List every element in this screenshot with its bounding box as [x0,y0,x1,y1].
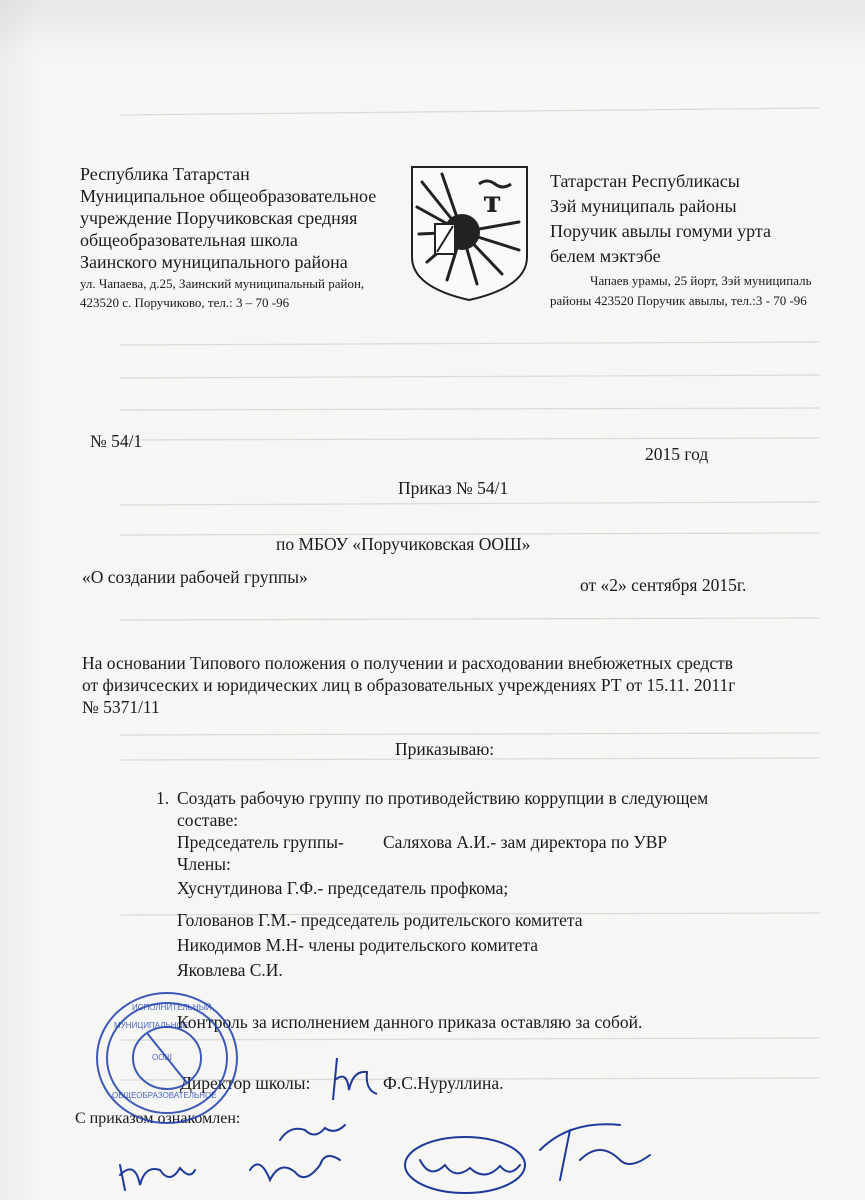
header-right-line1: Татарстан Республикасы [550,171,740,191]
header-left-line5: Заинского муниципального района [80,252,348,272]
chair-value: Саляхова А.И.- зам директора по УВР [383,832,668,852]
header-right-line4: белем мэктэбе [550,246,661,266]
header-left-phone: 423520 с. Поручиково, тел.: 3 – 70 -96 [80,295,290,310]
director-signature-icon [327,1050,387,1110]
svg-text:ООШ: ООШ [152,1053,172,1062]
header-left-line2: Муниципальное общеобразовательное [80,186,377,206]
basis-line2: от физичсеских и юридических лиц в образовательных учреждениях РТ от 15.11. 2011г [82,675,736,695]
member-3: Никодимов М.Н- члены родительского комитета [177,935,539,955]
item1-line1: Создать рабочую группу по противодействию коррупции в следующем [177,788,709,808]
doc-number: № 54/1 [90,431,143,451]
svg-text:ИСПОЛНИТЕЛЬНЫЙ: ИСПОЛНИТЕЛЬНЫЙ [132,1003,212,1012]
header-right-address: Чапаев урамы, 25 йорт, Зэй муниципаль [590,273,812,288]
item2-text: Контроль за исполнением данного приказа оставляю за собой. [177,1012,643,1032]
emblem-logo-icon [407,162,532,302]
order-organization: по МБОУ «Поручиковская ООШ» [276,534,531,554]
basis-line3: № 5371/11 [82,697,160,717]
header-left-line1: Республика Татарстан [80,164,250,184]
order-title: Приказ № 54/1 [398,478,509,498]
director-name: Ф.С.Нуруллина. [383,1073,504,1093]
header-right-line2: Зэй муниципаль районы [550,196,737,216]
member-2: Голованов Г.М.- председатель родительского комитета [177,910,583,930]
header-left-line4: общеобразовательная школа [80,230,298,250]
svg-text:т: т [483,185,502,220]
chair-label: Председатель группы- [177,832,344,852]
svg-text:МУНИЦИПАЛЬНОЕ: МУНИЦИПАЛЬНОЕ [114,1021,189,1030]
staff-signatures-icon [100,1110,720,1200]
header-right-line3: Поручик авылы гомуми урта [550,221,771,241]
member-4: Яковлева С.И. [177,960,283,980]
member-1: Хуснутдинова Г.Ф.- председатель профкома; [177,878,509,898]
acquainted-label: С приказом ознакомлен: [75,1110,241,1127]
header-right-phone: районы 423520 Поручик авылы, тел.:3 - 70 -96 [550,293,807,308]
basis-line1: На основании Типового положения о получении и расходовании внебюжетных средств [82,653,734,673]
official-stamp-icon [92,988,242,1128]
order-word: Приказываю: [395,739,495,759]
svg-text:ОБЩЕОБРАЗОВАТЕЛЬНОЕ: ОБЩЕОБРАЗОВАТЕЛЬНОЕ [112,1091,217,1100]
doc-year: 2015 год [645,444,709,464]
director-label: Директор школы: [180,1073,311,1093]
item1-line2: составе: [177,810,239,830]
order-date: от «2» сентября 2015г. [580,575,747,595]
members-label: Члены: [177,854,231,874]
header-left-line3: учреждение Поручиковская средняя [80,208,358,228]
order-subject: «О создании рабочей группы» [82,567,308,587]
item1-number: 1. [156,788,170,808]
header-left-address: ул. Чапаева, д.25, Заинский муниципальный район, [80,276,365,291]
